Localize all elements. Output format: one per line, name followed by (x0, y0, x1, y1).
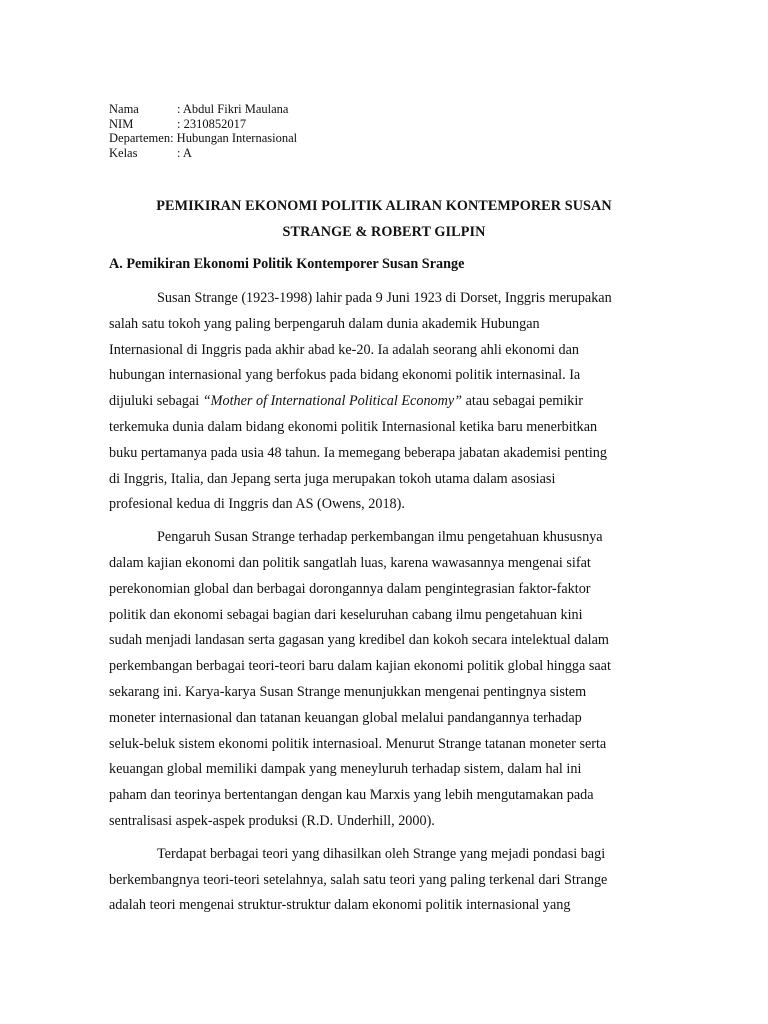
info-row-departemen (109, 131, 297, 146)
paragraph-gap (109, 835, 659, 842)
text-line: hubungan internasional yang berfokus pada bidang ekonomi politik internasinal. Ia (109, 367, 581, 384)
text-line: Internasional di Inggris pada akhir abad ke-20. Ia adalah seorang ahli ekonomi dan (109, 341, 579, 358)
text-line: Pengaruh Susan Strange terhadap perkembangan ilmu pengetahuan khususnya (157, 529, 603, 546)
info-row-kelas (109, 146, 297, 161)
italic-quote: “Mother of International Political Economy” (202, 393, 463, 410)
info-value: : Abdul Fikri Maulana (177, 102, 289, 116)
text-line: profesional kedua di Inggris dan AS (Owens, 2018). (109, 496, 405, 513)
text-line: terkemuka dunia dalam bidang ekonomi politik Internasional ketika baru menerbitkan (109, 418, 598, 435)
info-label: Nama (109, 102, 139, 116)
section-heading-a: A. Pemikiran Ekonomi Politik Kontemporer Susan Srange (109, 256, 465, 272)
text-line: di Inggris, Italia, dan Jepang serta juga merupakan tokoh utama dalam asosiasi (109, 470, 556, 487)
text-line: berkembangnya teori-teori setelahnya, salah satu teori yang paling terkenal dari Strange (109, 871, 608, 888)
text-line: salah satu tokoh yang paling berpengaruh dalam dunia akademik Hubungan (109, 315, 540, 332)
text-line: buku pertamanya pada usia 48 tahun. Ia memegang beberapa jabatan akademisi penting (109, 444, 607, 461)
info-label: Kelas (109, 145, 138, 160)
paragraph-2 (109, 525, 659, 835)
info-row-nim (109, 117, 297, 132)
paragraph-1 (109, 286, 659, 518)
text-line: keuangan global memiliki dampak yang meneyluruh terhadap sistem, dalam hal ini (109, 761, 582, 778)
paragraph-3 (109, 842, 659, 919)
text-line: perkembangan berbagai teori-teori baru dalam kajian ekonomi politik global hingga saat (109, 658, 611, 675)
text-run: atau sebagai pemikir (462, 393, 584, 410)
text-line: Susan Strange (1923-1998) lahir pada 9 Juni 1923 di Dorset, Inggris merupakan (157, 290, 612, 306)
text-line: Terdapat berbagai teori yang dihasilkan oleh Strange yang mejadi pondasi bagi (157, 845, 606, 862)
info-value: : Hubungan Internasional (170, 131, 298, 146)
text-line: perekonomian global dan berbagai dorongannya dalam pengintegrasian faktor-faktor (109, 580, 591, 597)
text-line: moneter internasional dan tatanan keuangan global melalui pandangannya terhadap (109, 709, 582, 726)
title-line-1: PEMIKIRAN EKONOMI POLITIK ALIRAN KONTEMPORER SUSAN (156, 198, 612, 214)
text-line: sudah menjadi landasan serta gagasan yang kredibel dan kokoh secara intelektual dalam (109, 632, 609, 649)
title-line-2: STRANGE & ROBERT GILPIN (282, 224, 486, 240)
text-run: dijuluki sebagai (109, 393, 203, 410)
text-line: sentralisasi aspek-aspek produksi (R.D. Underhill, 2000). (109, 812, 435, 829)
text-line (109, 389, 659, 415)
text-line: paham dan teorinya bertentangan dengan kau Marxis yang lebih mengutamakan pada (109, 787, 594, 804)
info-value: : A (177, 145, 192, 160)
info-value: : 2310852017 (177, 116, 247, 131)
info-label: Departemen (109, 131, 171, 146)
body-text (109, 286, 659, 919)
info-label: NIM (109, 116, 134, 131)
text-line: sekarang ini. Karya-karya Susan Strange menunjukkan mengenai pentingnya sistem (109, 683, 587, 700)
text-line: dalam kajian ekonomi dan politik sangatlah luas, karena wawasannya mengenai sifat (109, 554, 591, 571)
text-line: adalah teori mengenai struktur-struktur dalam ekonomi politik internasional yang (109, 897, 571, 914)
text-line: seluk-beluk sistem ekonomi politik internasioal. Menurut Strange tatanan moneter serta (109, 735, 607, 752)
paragraph-gap (109, 518, 659, 525)
document-title (100, 193, 668, 245)
student-info (109, 102, 297, 160)
text-line: politik dan ekonomi sebagai bagian dari keseluruhan cabang ilmu pengetahuan kini (109, 606, 583, 623)
info-row-nama (109, 102, 297, 117)
